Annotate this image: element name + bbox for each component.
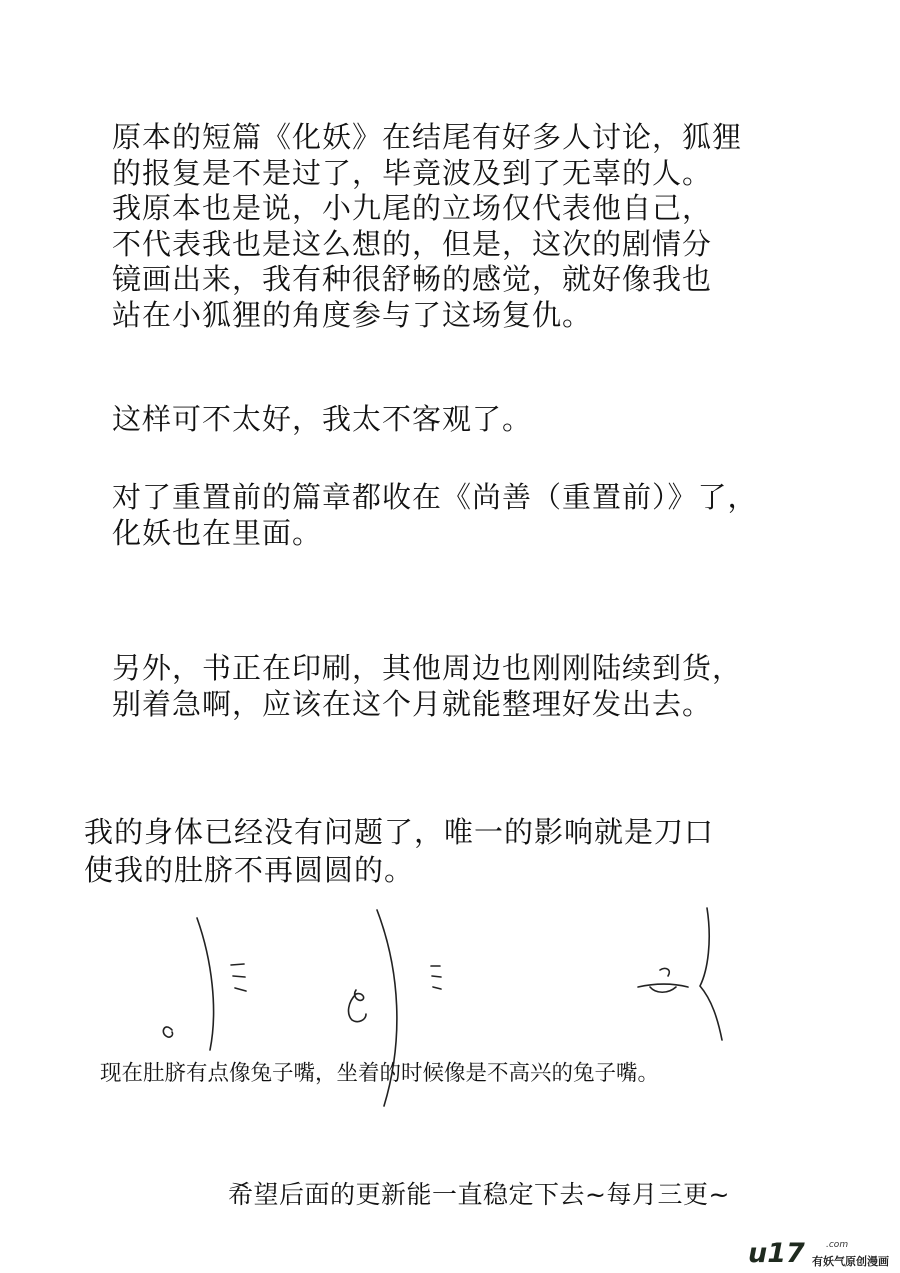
text-line: 原本的短篇《化妖》在结尾有好多人讨论，狐狸 [112, 120, 743, 154]
text-line: 另外，书正在印刷，其他周边也刚刚陆续到货， [112, 651, 743, 685]
belly-sketch [0, 890, 900, 1130]
sketch-caption: 现在肚脐有点像兔子嘴，坐着的时候像是不高兴的兔子嘴。 [100, 1061, 660, 1086]
text-line: 我原本也是说，小九尾的立场仅代表他自己， [112, 191, 713, 225]
text-line: 不代表我也是这么想的，但是，这次的剧情分 [112, 226, 713, 261]
text-line: 使我的肚脐不再圆圆的。 [84, 853, 415, 887]
text-line: 对了重置前的篇章都收在《尚善（重置前）》了， [112, 480, 758, 514]
paragraph-story-reflection [112, 120, 742, 333]
paragraph-reset-chapters [112, 480, 758, 551]
paragraph-not-objective [112, 402, 532, 438]
sketch-belly-round [163, 918, 246, 1050]
paragraph-printing-news [112, 651, 742, 722]
u17-logo-slogan: 有妖气原创漫画 [812, 1255, 889, 1268]
u17-watermark-logo [748, 1240, 890, 1270]
paragraph-health-update [84, 813, 714, 889]
text-line: 我的身体已经没有问题了，唯一的影响就是刀口 [84, 815, 715, 849]
text-line: 站在小狐狸的角度参与了这场复仇。 [112, 297, 593, 332]
u17-logo-mark: u17 [748, 1238, 805, 1269]
text-line: 镜画出来，我有种很舒畅的感觉，就好像我也 [112, 262, 713, 296]
text-line: 别着急啊，应该在这个月就能整理好发出去。 [112, 686, 713, 721]
text-line: 这样可不太好，我太不客观了。 [112, 402, 533, 436]
u17-logo-domain: .com [826, 1240, 849, 1250]
update-wish: 希望后面的更新能一直稳定下去~每月三更~ [228, 1180, 730, 1209]
text-line: 化妖也在里面。 [112, 515, 323, 550]
text-line: 的报复是不是过了，毕竟波及到了无辜的人。 [112, 155, 713, 190]
sketch-belly-sitting [638, 908, 722, 1040]
